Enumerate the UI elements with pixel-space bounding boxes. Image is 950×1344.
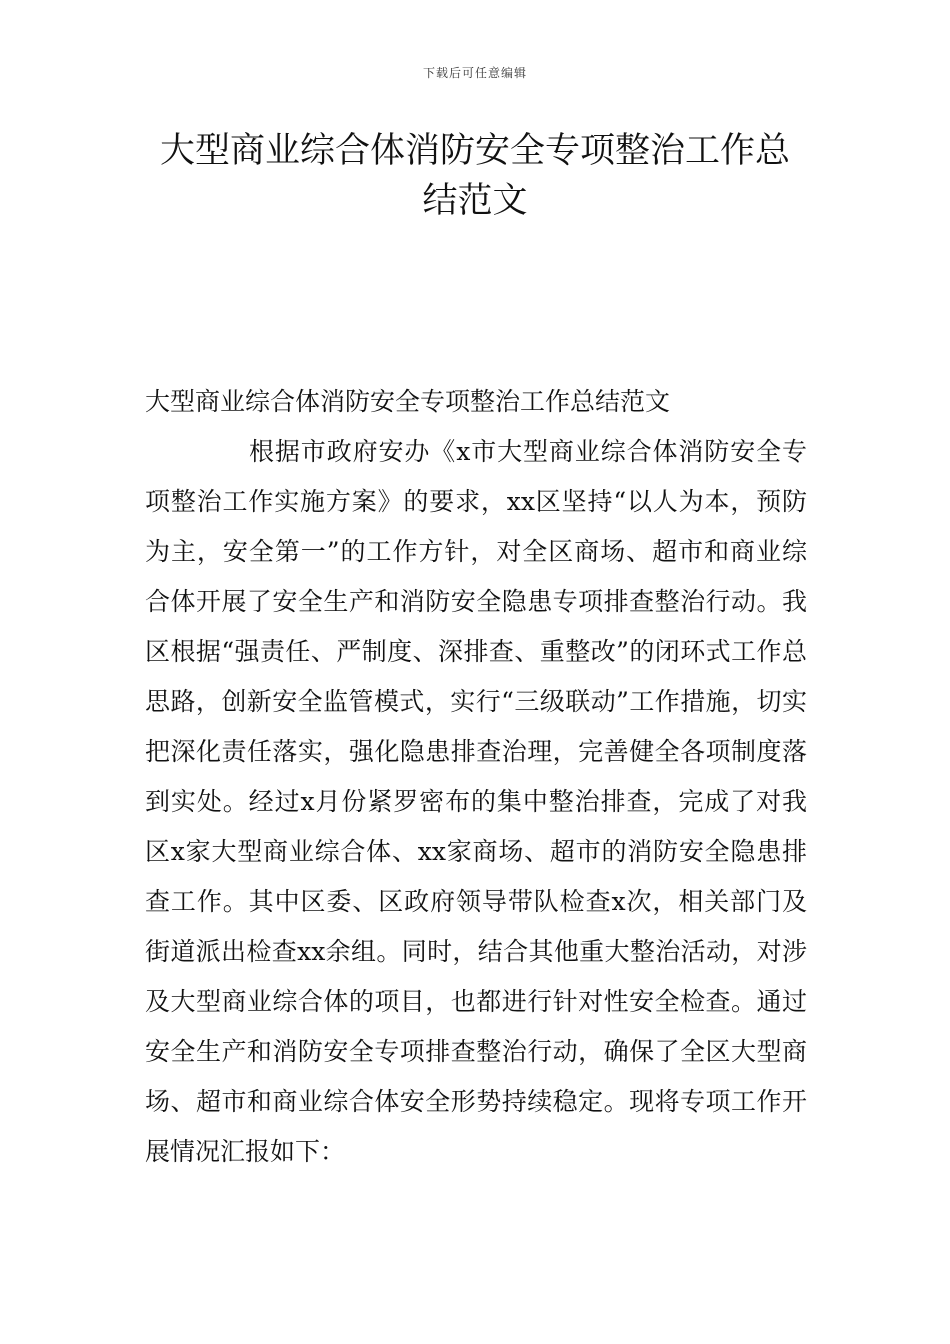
document-subtitle: 大型商业综合体消防安全专项整治工作总结范文 (145, 387, 671, 416)
header-note: 下载后可任意编辑 (422, 66, 527, 80)
document-title: 大型商业综合体消防安全专项整治工作总结范文 (159, 131, 790, 221)
body-paragraph: 根据市政府安办《x市大型商业综合体消防安全专项整治工作实施方案》的要求，xx区坚持“以人为本，预防为主，安全第一”的工作方针，对全区商场、超市和商业综合体开展了安全生产和消防安全隐患专项排查整治行动。我区根据“强责任、严制度、深排查、重整改”的闭环式工作总思路，创新安全监管模式，实行“三级联动”工作措施，切实把深化责任落实，强化隐患排查治理，完善健全各项制度落到实处。经过x月份紧罗密布的集中整治排查，完成了对我区x家大型商业综合体、xx家商场、超市的消防安全隐患排查工作。其中区委、区政府领导带队检查x次，相关部门及街道派出检查xx余组。同时，结合其他重大整治活动，对涉及大型商业综合体的项目，也都进行针对性安全检查。通过安全生产和消防安全专项排查整治行动，确保了全区大型商场、超市和商业综合体安全形势持续稳定。现将专项工作开展情况汇报如下： (145, 437, 807, 1166)
document-body (145, 377, 807, 1177)
